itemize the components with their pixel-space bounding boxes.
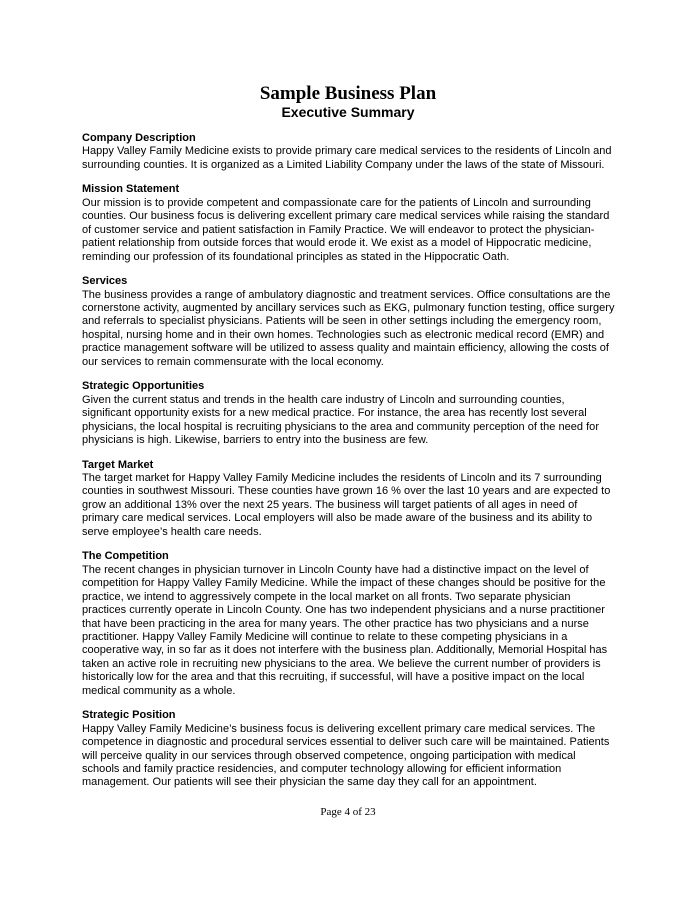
section-paragraph: Happy Valley Family Medicine’s business focus is delivering excellent primary care medical services. The competence in diagnostic and procedural services essential to deliver such care will be maintained. Patients will perceive quality in our services through observed competence, ongoing participation with medical schools and family practice residencies, and computer technology allowing for efficient information management. Our patients will see their physician the same day they call for an appointment. [82,722,610,789]
section-paragraph: Our mission is to provide competent and compassionate care for the patients of Lincoln and surrounding counties. Our business focus is delivering excellent primary care medical services while raising the standard of customer service and patient satisfaction in Family Practice. We will endeavor to protect the physician-patient relationship from outside forces that would erode it. We exist as a model of Hippocratic medicine, reminding our profession of its foundational principles as stated in the Hippocratic Oath. [82,196,610,263]
document-title: Sample Business Plan [259,83,437,104]
section-heading: Mission Statement [82,183,180,196]
section-heading: Company Description [82,132,196,144]
section-paragraph: Happy Valley Family Medicine exists to provide primary care medical services to the residents of Lincoln and surrounding counties. It is organized as a Limited Liability Company under the laws of the state of Missouri. [82,145,612,171]
section-target-market [82,459,616,540]
section-company-description [82,132,616,172]
section-paragraph: The recent changes in physician turnover in Lincoln County have had a distinctive impact on the level of competition for Happy Valley Family Medicine. While the impact of these changes should be positive for the practice, we intend to aggressively compete in the local market on all fronts. Two separate physician practices currently operate in Lincoln County. One has two independent physicians and a nurse practitioner that have been practicing in the area for many years. The other practice has two physicians and a nurse practitioner. Happy Valley Family Medicine will continue to relate to these competing physicians in a cooperative way, in so far as it does not interfere with the business plan. Additionally, Memorial Hospital has taken an active role in recruiting new physicians to the area. We believe the current number of providers is historically low for the area and that this recruiting, if successful, will have a positive impact on the local medical community as a whole. [82,563,608,697]
section-paragraph: Given the current status and trends in the health care industry of Lincoln and surrounding counties, significant opportunity exists for a new medical practice. For instance, the area has recently lost several physicians, the local hospital is recruiting physicians to the area and community perception of the need for physicians is high. Likewise, barriers to entry into the business are few. [82,393,599,447]
page-number: Page 4 of 23 [320,806,376,818]
section-services [82,275,616,369]
section-heading: Strategic Opportunities [82,380,205,393]
section-the-competition [82,550,616,698]
section-strategic-position [82,709,616,790]
section-paragraph: The business provides a range of ambulatory diagnostic and treatment services. Office consultations are the cornerstone activity, augmented by ancillary services such as EKG, pulmonary function testing, office surgery and referrals to specialist physicians. Patients will be seen in other settings including the emergency room, hospital, nursing home and in their own homes. Technologies such as electronic medical record (EMR) and practice management software will be utilized to assess quality and maintain efficiency, allowing the costs of our services to remain commensurate with the local economy. [82,288,615,368]
section-strategic-opportunities [82,380,616,447]
document-body [82,132,616,801]
section-heading: The Competition [82,550,169,563]
section-heading: Strategic Position [82,709,176,722]
section-heading: Target Market [82,458,154,471]
document-subtitle: Executive Summary [281,104,415,120]
section-heading: Services [82,275,128,288]
section-paragraph: The target market for Happy Valley Family Medicine includes the residents of Lincoln and its 7 surrounding counties in southwest Missouri. These counties have grown 16 % over the last 10 years and are expected to grow an additional 13% over the next 25 years. The business will target patients of all ages in need of primary care medical services. Local employers will also be made aware of the business and its ability to serve employee’s health care needs. [82,471,611,538]
section-mission-statement [82,183,616,264]
